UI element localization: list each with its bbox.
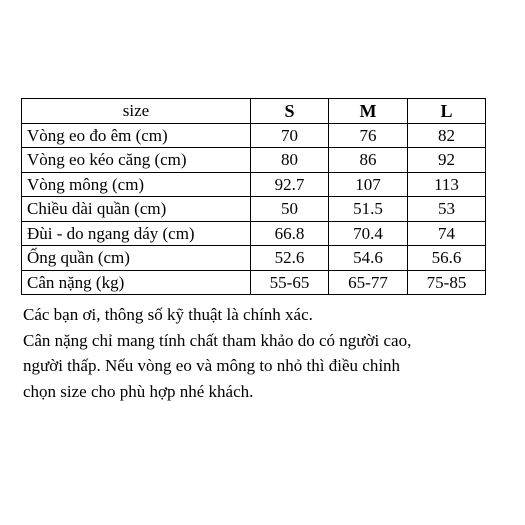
- cell-value-l: 75-85: [408, 270, 486, 295]
- row-label: Vòng eo kéo căng (cm): [22, 148, 251, 173]
- size-chart-table: [21, 98, 486, 295]
- table-row: [22, 172, 486, 197]
- table-header-row: [22, 99, 486, 124]
- cell-value-m: 107: [329, 172, 408, 197]
- row-label: Vòng eo đo êm (cm): [22, 123, 251, 148]
- row-label: Vòng mông (cm): [22, 172, 251, 197]
- notes-block: [23, 302, 503, 404]
- cell-value-s: 70: [251, 123, 329, 148]
- row-label: Chiều dài quần (cm): [22, 197, 251, 222]
- cell-value-m: 76: [329, 123, 408, 148]
- cell-value-l: 113: [408, 172, 486, 197]
- cell-value-m: 54.6: [329, 246, 408, 271]
- cell-value-l: 74: [408, 221, 486, 246]
- header-size-s: S: [251, 99, 329, 124]
- note-line: người thấp. Nếu vòng eo và mông to nhỏ thì điều chỉnh: [23, 356, 401, 375]
- cell-value-s: 50: [251, 197, 329, 222]
- header-size-m: M: [329, 99, 408, 124]
- cell-value-s: 92.7: [251, 172, 329, 197]
- table-row: [22, 197, 486, 222]
- cell-value-l: 82: [408, 123, 486, 148]
- row-label: Cân nặng (kg): [22, 270, 251, 295]
- cell-value-m: 51.5: [329, 197, 408, 222]
- header-size-label: size: [22, 99, 251, 124]
- cell-value-m: 70.4: [329, 221, 408, 246]
- cell-value-m: 65-77: [329, 270, 408, 295]
- note-line: chọn size cho phù hợp nhé khách.: [23, 381, 254, 401]
- cell-value-s: 52.6: [251, 246, 329, 271]
- table-row: [22, 221, 486, 246]
- cell-value-s: 55-65: [251, 270, 329, 295]
- cell-value-m: 86: [329, 148, 408, 173]
- note-line: Cân nặng chỉ mang tính chất tham khảo do có người cao,: [23, 330, 412, 350]
- cell-value-s: 80: [251, 148, 329, 173]
- cell-value-s: 66.8: [251, 221, 329, 246]
- table-row: [22, 148, 486, 173]
- row-label: Đùi - do ngang dáy (cm): [22, 221, 251, 246]
- cell-value-l: 53: [408, 197, 486, 222]
- cell-value-l: 56.6: [408, 246, 486, 271]
- header-size-l: L: [408, 99, 486, 124]
- table-row: [22, 270, 486, 295]
- cell-value-l: 92: [408, 148, 486, 173]
- table-row: [22, 246, 486, 271]
- table-row: [22, 123, 486, 148]
- note-line: Các bạn ơi, thông số kỹ thuật là chính xác.: [23, 305, 313, 324]
- row-label: Ống quần (cm): [22, 246, 251, 271]
